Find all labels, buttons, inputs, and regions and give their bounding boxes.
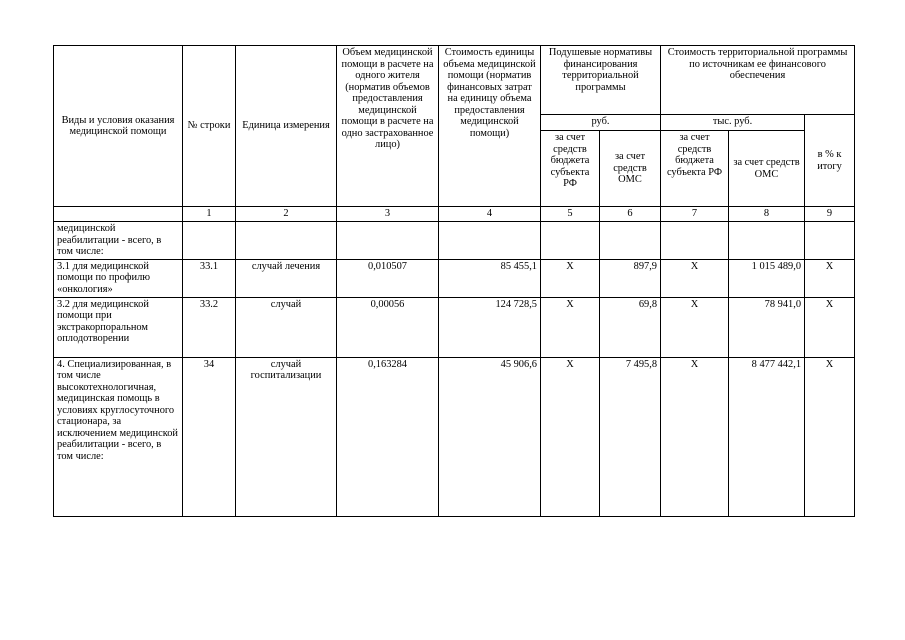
row-name: 3.2 для медицинской помощи при экстракорпоральном оплодотворении [54,297,183,357]
row-volume [337,222,439,260]
row-line-number: 34 [183,357,236,516]
row-cost-budget: Х [661,297,729,357]
column-number: 5 [541,207,600,222]
row-per-capita-oms [600,222,661,260]
row-unit-cost [439,222,541,260]
header-unit-cost: Стоимость единицы объема медицинской помощи (норматив финансовых затрат на единицу объема предоставления медицинской помощи) [439,46,541,207]
row-line-number: 33.2 [183,297,236,357]
header-cost-budget: за счет средств бюджета субъекта РФ [661,131,729,207]
header-unit-rub: руб. [541,115,661,131]
column-number: 1 [183,207,236,222]
table-row [54,259,855,297]
row-per-capita-oms: 897,9 [600,259,661,297]
row-volume: 0,010507 [337,259,439,297]
row-unit: случай лечения [236,259,337,297]
header-per-capita-budget: за счет средств бюджета субъекта РФ [541,131,600,207]
row-per-capita-budget: Х [541,259,600,297]
table-row [54,357,855,516]
row-unit-cost: 45 906,6 [439,357,541,516]
row-cost-oms [729,222,805,260]
row-line-number: 33.1 [183,259,236,297]
header-unit-thousand-rub: тыс. руб. [661,115,805,131]
row-volume: 0,163284 [337,357,439,516]
row-per-capita-oms: 69,8 [600,297,661,357]
row-unit-cost: 85 455,1 [439,259,541,297]
row-cost-budget: Х [661,357,729,516]
header-types-conditions: Виды и условия оказания медицинской помощи [54,46,183,207]
row-cost-budget: Х [661,259,729,297]
column-number: 9 [805,207,855,222]
financing-table [53,45,855,517]
row-unit: случай [236,297,337,357]
row-cost-oms: 1 015 489,0 [729,259,805,297]
row-volume: 0,00056 [337,297,439,357]
row-per-capita-budget [541,222,600,260]
row-cost-oms: 8 477 442,1 [729,357,805,516]
row-cost-budget [661,222,729,260]
row-cost-oms: 78 941,0 [729,297,805,357]
row-name: медицинской реабилитации - всего, в том числе: [54,222,183,260]
header-percent-of-total: в % к итогу [805,115,855,207]
row-percent: Х [805,297,855,357]
column-number [54,207,183,222]
row-percent: Х [805,259,855,297]
column-number: 7 [661,207,729,222]
row-per-capita-budget: Х [541,297,600,357]
row-name: 3.1 для медицинской помощи по профилю «онкология» [54,259,183,297]
table-row [54,222,855,260]
row-unit: случай госпитализации [236,357,337,516]
row-name: 4. Специализированная, в том числе высокотехнологичная, медицинская помощь в условиях круглосуточного стационара, за исключением медицинской реабилитации - всего, в том числе: [54,357,183,516]
row-unit-cost: 124 728,5 [439,297,541,357]
column-number: 4 [439,207,541,222]
header-volume: Объем медицинской помощи в расчете на одного жителя (норматив объемов предоставления медицинской помощи в расчете на одно застрахованное лицо) [337,46,439,207]
header-line-number: № строки [183,46,236,207]
row-per-capita-oms: 7 495,8 [600,357,661,516]
row-percent: Х [805,357,855,516]
header-per-capita-group: Подушевые нормативы финансирования территориальной программы [541,46,661,115]
column-number: 8 [729,207,805,222]
row-percent [805,222,855,260]
header-per-capita-oms: за счет средств ОМС [600,131,661,207]
column-number: 2 [236,207,337,222]
table-row [54,297,855,357]
row-unit [236,222,337,260]
column-number: 3 [337,207,439,222]
column-number: 6 [600,207,661,222]
row-line-number [183,222,236,260]
column-number-row [54,207,855,222]
header-unit-of-measure: Единица измерения [236,46,337,207]
header-cost-oms: за счет средств ОМС [729,131,805,207]
header-row-1 [54,46,855,115]
row-per-capita-budget: Х [541,357,600,516]
header-program-cost-group: Стоимость территориальной программы по источникам ее финансового обеспечения [661,46,855,115]
